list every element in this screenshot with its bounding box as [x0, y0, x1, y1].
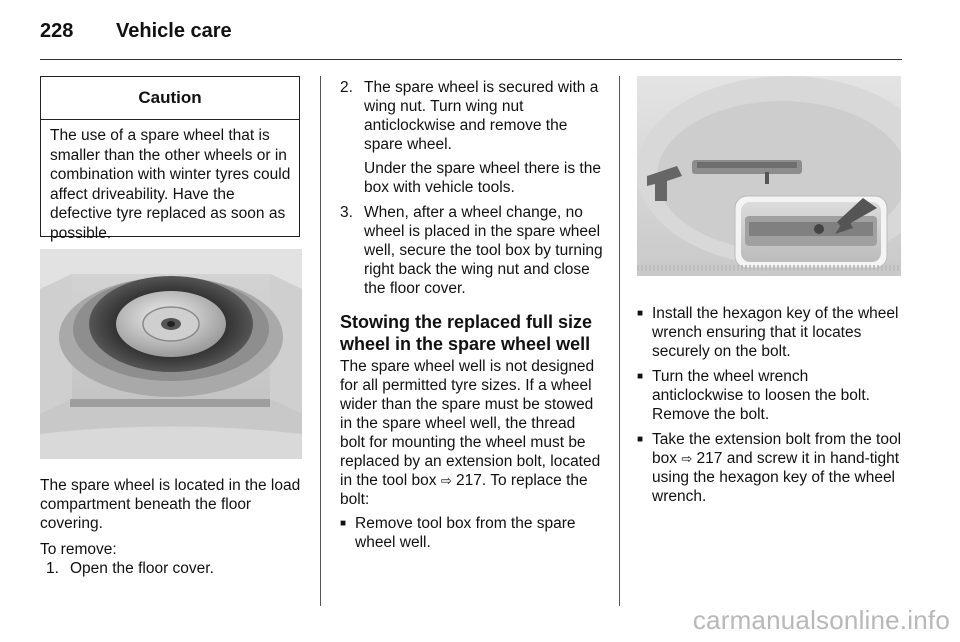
- page-reference-icon: ⇨: [681, 451, 693, 466]
- column-separator-right: [619, 76, 620, 606]
- bullet-install-hexagon-key: [637, 304, 902, 361]
- step-1-number: 1.: [46, 560, 59, 577]
- step-1-text: Open the floor cover.: [70, 560, 214, 577]
- step-2: [340, 78, 604, 154]
- paragraph-start: The spare wheel well is not designed for all permitted tyre sizes. If a wheel wider than the spare must be stowed in the spare wheel well, the thread bolt for mounting the wheel must be replaced by an extension bolt, located in the tool box: [340, 358, 601, 489]
- step-2-number: 2.: [340, 79, 353, 96]
- bullet-text-end: and screw it in hand-tight using the hexagon key of the wheel wrench.: [652, 450, 900, 505]
- column-1-text: [40, 476, 305, 578]
- to-remove-label: To remove:: [40, 541, 117, 558]
- watermark: carmanualsonline.info: [692, 605, 950, 635]
- bullet-text: [652, 430, 902, 506]
- bullet-icon: ■: [637, 308, 644, 319]
- page-reference-link[interactable]: 217: [456, 472, 482, 489]
- section-paragraph: [340, 357, 604, 509]
- caution-text: The use of a spare wheel that is smaller than the other wheels or in combination with winter tyres could affect driveability. Have the defective tyre replaced as soon as possible.: [50, 127, 291, 242]
- step-3-text: When, after a wheel change, no wheel is placed in the spare wheel well, secure the tool box by turning right back the wing nut and close the floor cover.: [364, 204, 603, 297]
- paragraph-end: . To replace the bolt:: [340, 472, 588, 508]
- column-3-text: [637, 304, 902, 506]
- page-title: Vehicle care: [116, 20, 232, 42]
- intro-paragraph: The spare wheel is located in the load compartment beneath the floor covering.: [40, 477, 301, 532]
- page-number: 228: [40, 20, 74, 42]
- tool-box-photo: [637, 76, 901, 276]
- column-2-text: [340, 78, 604, 552]
- caution-box: [40, 76, 300, 242]
- bullet-text: Turn the wheel wrench anticlockwise to loosen the bolt. Remove the bolt.: [652, 368, 870, 423]
- bullet-icon: ■: [340, 518, 347, 529]
- step-3: [340, 203, 604, 298]
- step-2-text: The spare wheel is secured with a wing nut. Turn wing nut anticlockwise and remove the spare wheel.: [364, 79, 599, 153]
- column-separator-left: [320, 76, 321, 606]
- bullet-icon: ■: [637, 434, 644, 445]
- bullet-text: Install the hexagon key of the wheel wrench ensuring that it locates securely on the bolt.: [652, 305, 899, 360]
- step-2-note: Under the spare wheel there is the box with vehicle tools.: [364, 160, 601, 196]
- step-1: [40, 559, 305, 578]
- page-reference-icon: ⇨: [440, 473, 452, 488]
- page-reference-link[interactable]: 217: [696, 450, 723, 467]
- step-3-number: 3.: [340, 204, 353, 221]
- bullet-text-start: Take the extension bolt from the tool box: [652, 431, 902, 467]
- bullet-take-extension-bolt: [637, 430, 902, 506]
- bullet-text: Remove tool box from the spare wheel well.: [355, 515, 576, 551]
- bullet-turn-wrench: [637, 367, 902, 424]
- header-rule: [40, 59, 902, 60]
- bullet-remove-tool-box: [340, 514, 604, 552]
- bullet-icon: ■: [637, 371, 644, 382]
- section-heading: Stowing the replaced full size wheel in the spare wheel well: [340, 312, 593, 354]
- spare-wheel-photo: [40, 249, 302, 459]
- caution-title: Caution: [41, 77, 299, 120]
